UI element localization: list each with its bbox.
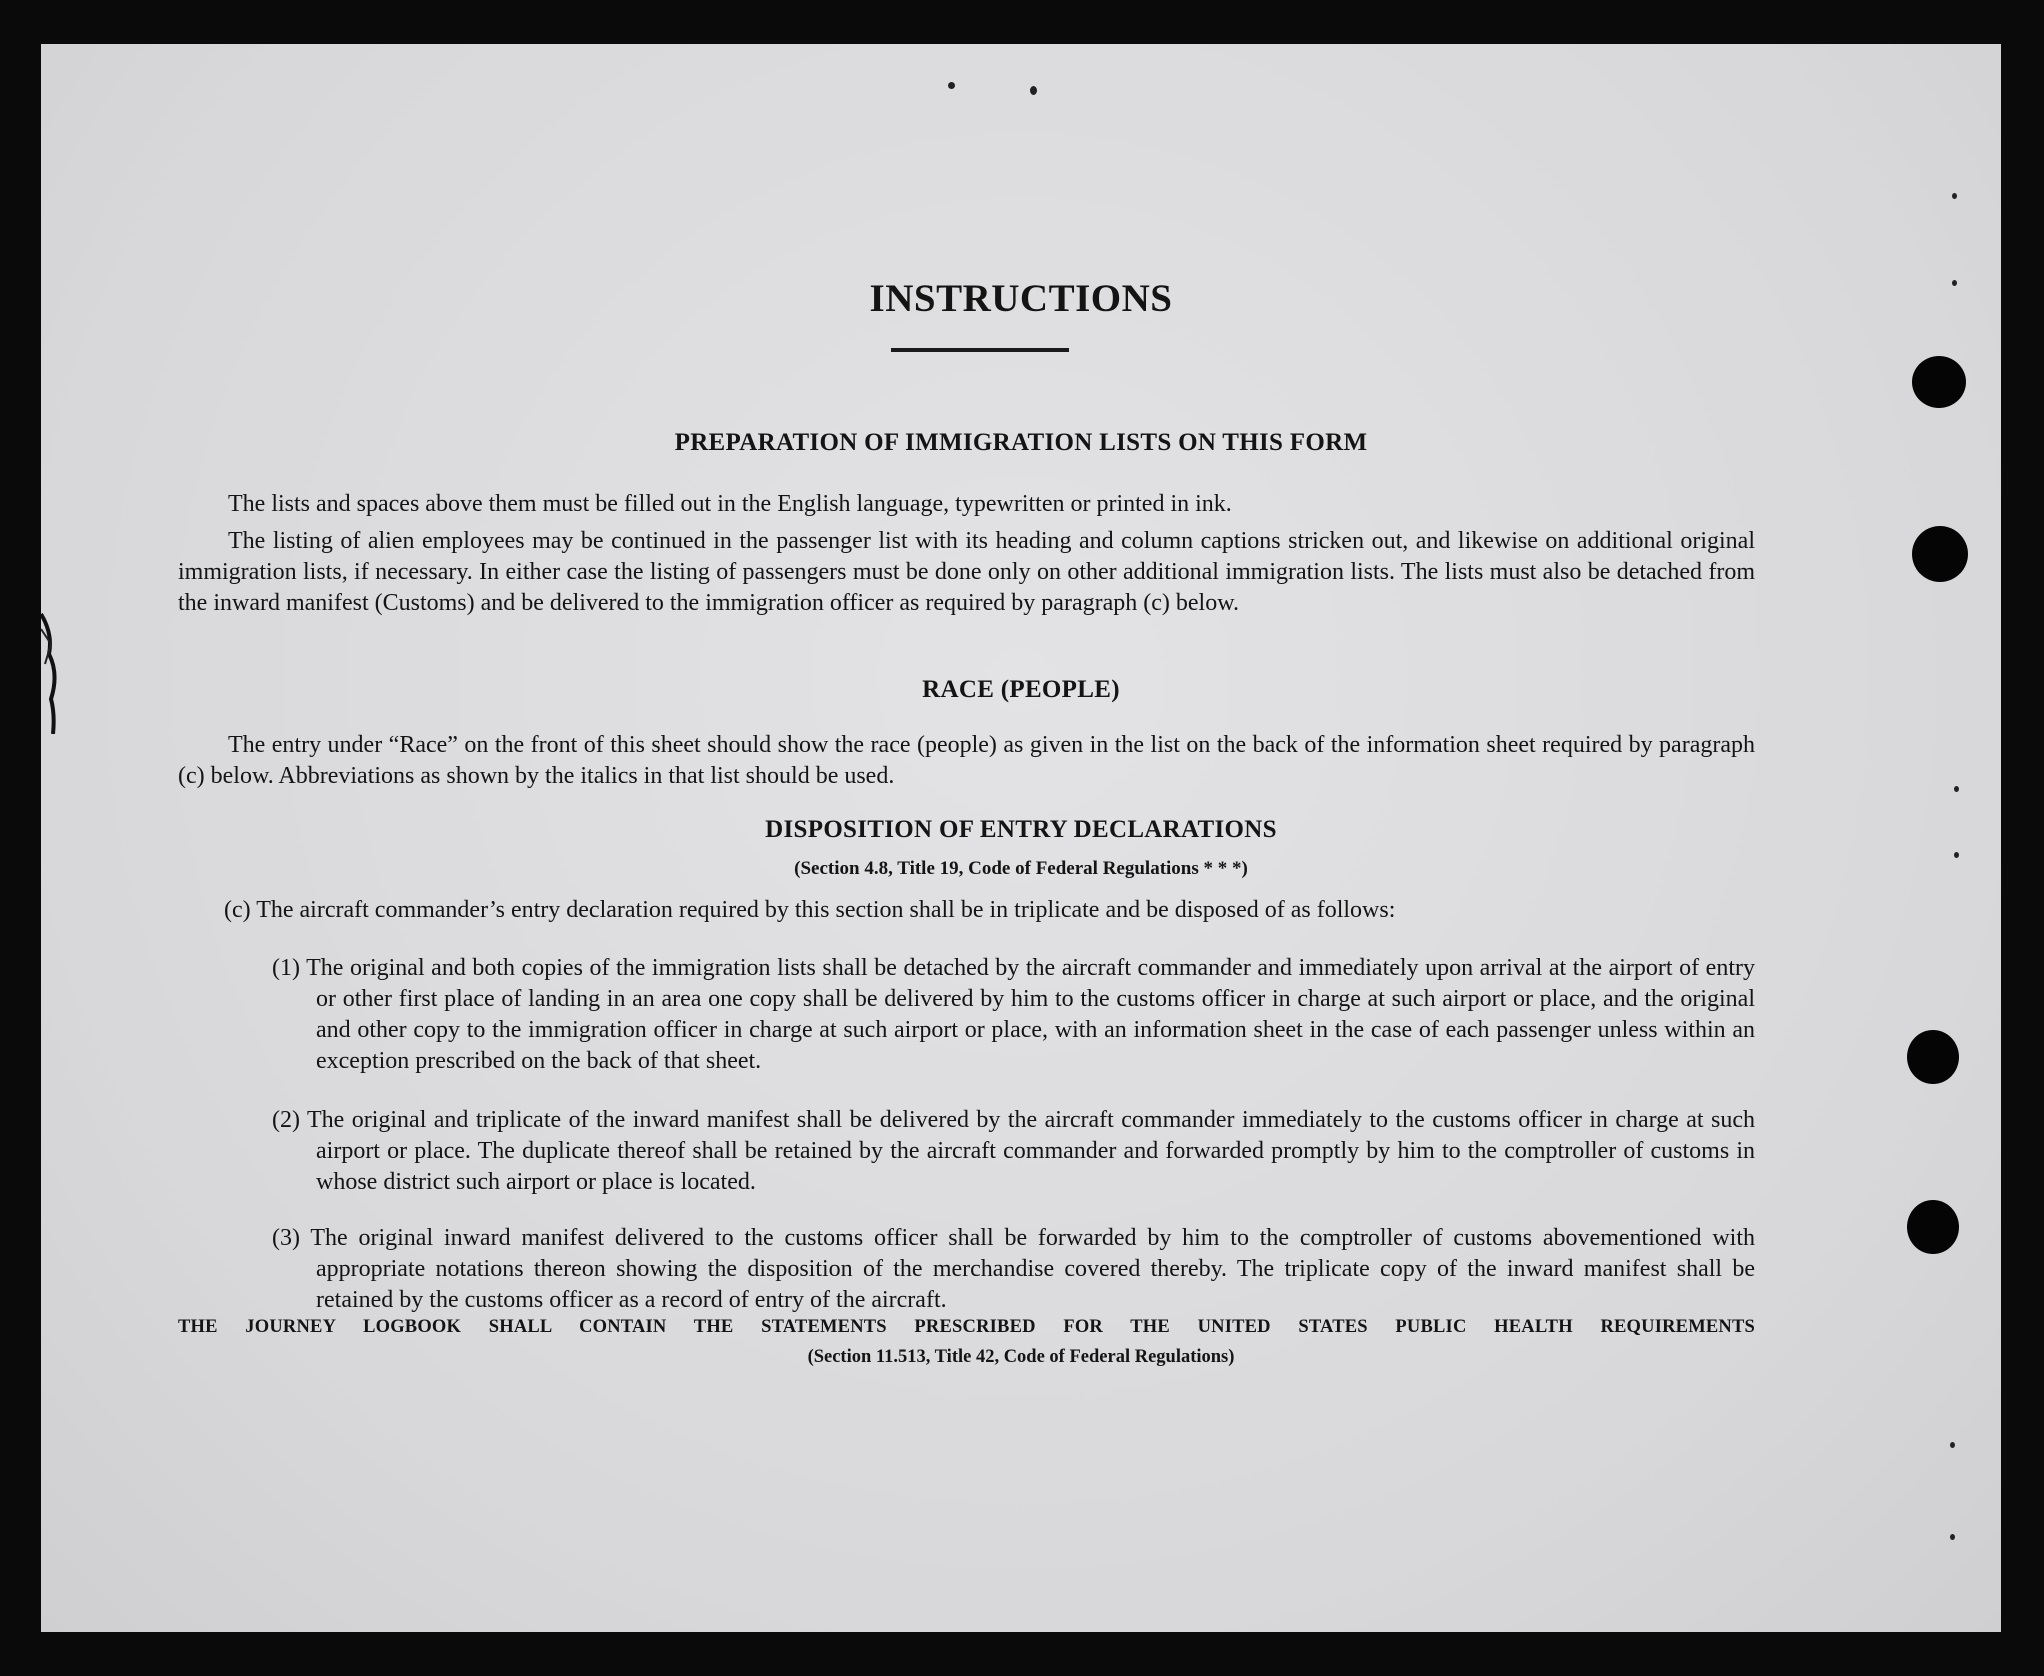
title-underline: [891, 348, 1069, 352]
punch-hole: [1912, 356, 1966, 408]
footer-citation: (Section 11.513, Title 42, Code of Federal Regulations): [807, 1347, 1235, 1367]
punch-hole: [1912, 526, 1968, 582]
punch-hole: [1907, 1030, 1959, 1084]
race-paragraph: The entry under “Race” on the front of this sheet should show the race (people) as given in the list on the back of the information sheet required by paragraph (c) below. Abbreviations as shown by the italics in that list should be used.: [178, 732, 1755, 789]
edge-tear-mark: [41, 584, 71, 734]
ink-speck: [1030, 86, 1037, 95]
heading-disposition: DISPOSITION OF ENTRY DECLARATIONS: [765, 816, 1277, 843]
ink-speck: [1950, 1534, 1955, 1540]
disposition-item-2: (2) The original and triplicate of the inward manifest shall be delivered by the aircraft commander immediately to the customs officer in charge at such airport or place. The duplicate thereof shall be retained by the aircraft commander and forwarded promptly by him to the comptroller of customs in whose district such airport or place is located.: [272, 1107, 1755, 1195]
preparation-paragraph-1: The lists and spaces above them must be filled out in the English language, typewritten or printed in ink.: [228, 491, 1232, 517]
ink-speck: [1954, 852, 1959, 858]
ink-speck: [1954, 786, 1959, 792]
page-title: INSTRUCTIONS: [869, 277, 1173, 320]
disposition-intro: (c) The aircraft commander’s entry declaration required by this section shall be in triplicate and be disposed of as follows:: [224, 897, 1396, 923]
ink-speck: [948, 82, 955, 89]
ink-speck: [1952, 280, 1957, 286]
document-page: [41, 44, 2001, 1632]
ink-speck: [1950, 1442, 1955, 1448]
disposition-item-1: (1) The original and both copies of the immigration lists shall be detached by the aircraft commander and immediately upon arrival at the airport of entry or other first place of landing in an area one copy shall be delivered by him to the customs officer in charge at such airport or place, and the original and other copy to the immigration officer in charge at such airport or place, with an information sheet in the case of each passenger unless within an exception prescribed on the back of that sheet.: [272, 955, 1755, 1074]
disposition-citation: (Section 4.8, Title 19, Code of Federal Regulations * * *): [794, 858, 1248, 879]
ink-speck: [1952, 193, 1957, 199]
heading-preparation: PREPARATION OF IMMIGRATION LISTS ON THIS FORM: [674, 429, 1368, 456]
heading-race: RACE (PEOPLE): [922, 676, 1120, 703]
footer-statement: THE JOURNEY LOGBOOK SHALL CONTAIN THE STATEMENTS PRESCRIBED FOR THE UNITED STATES PUBLIC HEALTH REQUIREMENTS: [178, 1317, 1755, 1337]
preparation-paragraph-2: The listing of alien employees may be continued in the passenger list with its heading and column captions stricken out, and likewise on additional original immigration lists, if necessary. In either case the listing of passengers must be done only on other additional immigration lists. The lists must also be detached from the inward manifest (Customs) and be delivered to the immigration officer as required by paragraph (c) below.: [178, 528, 1755, 616]
punch-hole: [1907, 1200, 1959, 1254]
disposition-item-3: (3) The original inward manifest delivered to the customs officer shall be forwarded by him to the comptroller of customs abovementioned with appropriate notations thereon showing the disposition of the merchandise covered thereby. The triplicate copy of the inward manifest shall be retained by the customs officer as a record of entry of the aircraft.: [272, 1225, 1755, 1313]
